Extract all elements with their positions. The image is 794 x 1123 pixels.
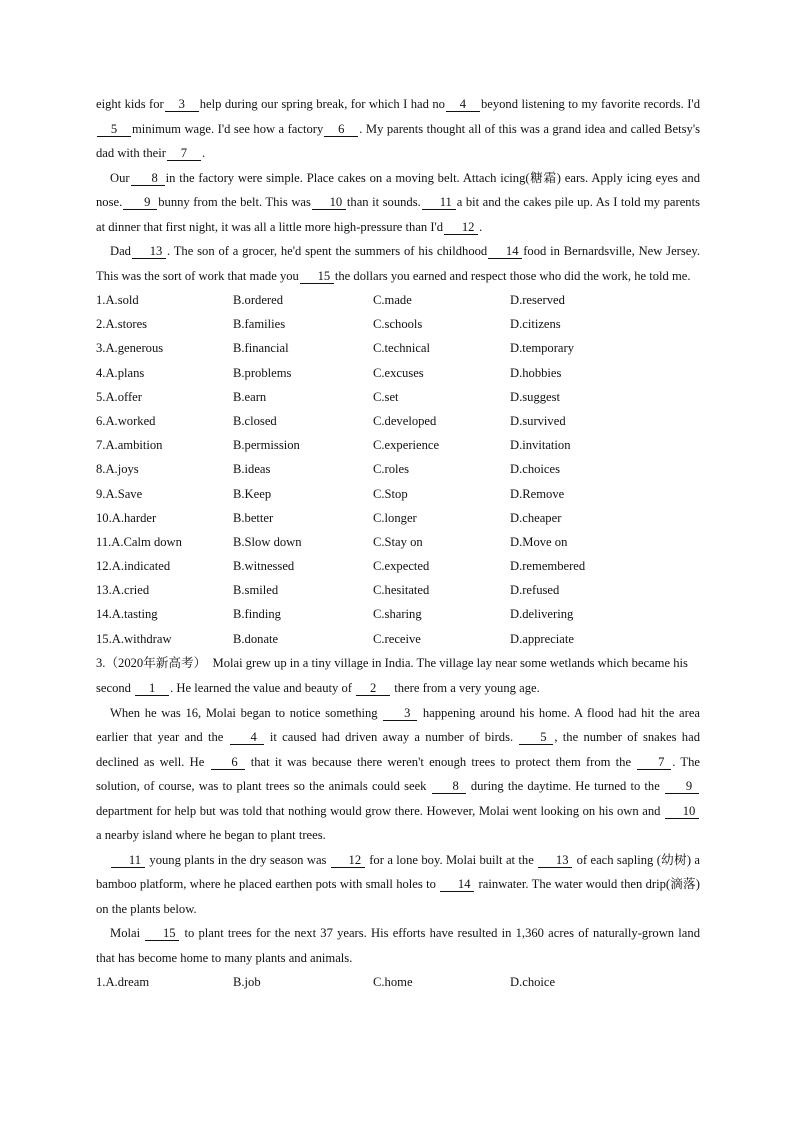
text-run: department for help but was told that nothing would grow there. However, Molai went looking on his own and [96, 803, 664, 818]
text-run: there from a very young age. [391, 680, 540, 695]
option-c[interactable]: C.Stop [373, 486, 408, 501]
option-row [96, 457, 700, 481]
option-a[interactable]: 3.A.generous [96, 341, 164, 356]
blank-14: 14 [488, 245, 522, 259]
option-d[interactable]: D.Move on [510, 534, 568, 549]
text-run: help during our spring break, for which I had no [199, 97, 445, 111]
option-a[interactable]: 1.A.dream [96, 975, 150, 990]
option-b[interactable]: B.problems [233, 365, 292, 380]
option-b[interactable]: B.better [233, 510, 274, 525]
option-b[interactable]: B.finding [233, 607, 281, 622]
text-run: . My parents thought all of this was a grand idea and called Betsy's dad with their [96, 121, 700, 160]
text-run: that it was because there weren't enough trees to protect them from the [245, 754, 637, 769]
option-row [96, 361, 700, 385]
passage3-options [96, 970, 700, 994]
option-a[interactable]: 12.A.indicated [96, 559, 171, 574]
option-b[interactable]: B.job [233, 975, 261, 990]
option-row [96, 385, 700, 409]
passage2-paragraph-2 [96, 166, 700, 240]
passage2-options [96, 288, 700, 651]
option-a[interactable]: 2.A.stores [96, 317, 148, 332]
text-run: . [201, 146, 206, 160]
option-a[interactable]: 11.A.Calm down [96, 534, 182, 549]
text-run: during the daytime. He turned to the [466, 779, 664, 794]
blank-4: 4 [446, 98, 480, 112]
blank-14: 14 [440, 878, 474, 892]
option-a[interactable]: 4.A.plans [96, 365, 145, 380]
option-b[interactable]: B.smiled [233, 583, 279, 598]
blank-11: 11 [111, 854, 145, 868]
blank-12: 12 [444, 221, 478, 235]
option-d[interactable]: D.hobbies [510, 365, 562, 380]
option-b[interactable]: B.closed [233, 413, 277, 428]
blank-9: 9 [123, 196, 157, 210]
option-a[interactable]: 14.A.tasting [96, 607, 158, 622]
option-a[interactable]: 10.A.harder [96, 510, 157, 525]
text-run: , the number of snakes had declined as well. He [96, 730, 700, 769]
option-c[interactable]: C.roles [373, 462, 410, 477]
blank-10: 10 [665, 805, 699, 819]
option-b[interactable]: B.families [233, 317, 286, 332]
blank-6: 6 [324, 123, 358, 137]
option-c[interactable]: C.sharing [373, 607, 422, 622]
option-d[interactable]: D.citizens [510, 317, 561, 332]
option-row [96, 554, 700, 578]
passage2-paragraph-1 [96, 92, 700, 166]
option-a[interactable]: 1.A.sold [96, 293, 139, 307]
option-row [96, 433, 700, 457]
option-c[interactable]: C.developed [373, 413, 437, 428]
option-c[interactable]: C.experience [373, 438, 440, 453]
text-run: in the factory were simple. Place cakes on a moving belt. Attach icing(糖霜) ears. Apply icing eyes and nose. [96, 170, 700, 209]
passage3-paragraph-2 [96, 701, 700, 848]
blank-6: 6 [211, 756, 245, 770]
option-c[interactable]: C.receive [373, 631, 421, 646]
option-b[interactable]: B.earn [233, 389, 267, 404]
text-run: than it sounds. [346, 195, 421, 209]
text-run: . He learned the value and beauty of [170, 680, 356, 695]
option-row [96, 627, 700, 651]
option-row [96, 312, 700, 336]
text-run: happening around his home. A flood had hit the area earlier that year and the [96, 705, 700, 745]
blank-15: 15 [300, 270, 334, 284]
text-run: . The son of a grocer, he'd spent the summers of his childhood [166, 244, 488, 258]
text-run: young plants in the dry season was [146, 852, 330, 867]
text-run: bunny from the belt. This was [158, 195, 311, 209]
option-d[interactable]: D.suggest [510, 389, 561, 404]
option-row [96, 288, 700, 312]
option-c[interactable]: C.longer [373, 510, 417, 525]
blank-1: 1 [135, 682, 169, 696]
blank-5: 5 [97, 123, 131, 137]
option-c[interactable]: C.home [373, 975, 413, 990]
passage3-paragraph-4 [96, 921, 700, 970]
option-c[interactable]: C.made [373, 293, 412, 307]
option-c[interactable]: C.schools [373, 317, 423, 332]
option-a[interactable]: 6.A.worked [96, 413, 156, 428]
blank-3: 3 [165, 98, 199, 112]
option-row [96, 336, 700, 360]
text-run: Molai [110, 926, 145, 941]
option-c[interactable]: C.set [373, 389, 399, 404]
text-run: to plant trees for the next 37 years. His efforts have resulted in 1,360 acres of naturally-grown land that has become home to many plants and animals. [96, 926, 700, 965]
option-d[interactable]: D.invitation [510, 438, 571, 453]
blank-12: 12 [331, 854, 365, 868]
passage3-paragraph-3 [96, 848, 700, 922]
option-b[interactable]: B.Keep [233, 486, 272, 501]
text-run: beyond listening to my favorite records. I'd [480, 97, 700, 111]
option-row [96, 578, 700, 602]
option-a[interactable]: 7.A.ambition [96, 438, 163, 453]
option-d[interactable]: D.remembered [510, 559, 586, 574]
option-b[interactable]: B.donate [233, 631, 279, 646]
blank-9: 9 [665, 780, 699, 794]
text-run: of each sapling (幼树) a bamboo platform, where he placed earthen pots with small holes to [96, 852, 700, 892]
option-c[interactable]: C.technical [373, 341, 430, 356]
option-d[interactable]: D.choices [510, 462, 561, 477]
blank-13: 13 [132, 245, 166, 259]
text-run: eight kids for [96, 97, 164, 111]
option-row [96, 482, 700, 506]
option-d[interactable]: D.appreciate [510, 631, 574, 646]
blank-7: 7 [637, 756, 671, 770]
text-run: for a lone boy. Molai built at the [365, 852, 538, 867]
blank-8: 8 [131, 172, 165, 186]
blank-7: 7 [167, 147, 201, 161]
option-c[interactable]: C.hesitated [373, 583, 430, 598]
option-a[interactable]: 15.A.withdraw [96, 631, 172, 646]
blank-8: 8 [432, 780, 466, 794]
option-row [96, 530, 700, 554]
blank-3: 3 [383, 707, 417, 721]
option-b[interactable]: B.ordered [233, 293, 284, 307]
text-run: Dad [110, 244, 131, 258]
passage2-paragraph-3 [96, 239, 700, 288]
text-run: it caused had driven away a number of birds. [264, 730, 519, 745]
question-source-heading: 3.（2020年新高考） [96, 655, 207, 670]
option-b[interactable]: B.financial [233, 341, 289, 356]
text-run: . [479, 219, 483, 234]
blank-11: 11 [422, 196, 456, 210]
option-b[interactable]: B.ideas [233, 462, 271, 477]
option-a[interactable]: 5.A.offer [96, 389, 142, 404]
passage3-paragraph-1 [96, 651, 700, 701]
option-d[interactable]: D.survived [510, 413, 566, 428]
text-run: a bit and the cakes pile up. As I told my parents at dinner that first night, it was all a little more high-pressure than I'd [96, 195, 700, 234]
blank-10: 10 [312, 196, 346, 210]
text-run: a nearby island where he began to plant trees. [96, 828, 326, 843]
blank-5: 5 [519, 731, 553, 745]
option-b[interactable]: B.permission [233, 438, 300, 453]
option-d[interactable]: D.temporary [510, 341, 574, 356]
blank-4: 4 [230, 731, 264, 745]
option-d[interactable]: D.cheaper [510, 510, 562, 525]
text-run: minimum wage. I'd see how a factory [132, 121, 324, 136]
option-row [96, 409, 700, 433]
option-b[interactable]: B.Slow down [233, 534, 302, 549]
option-c[interactable]: C.expected [373, 559, 430, 574]
option-d[interactable]: D.refused [510, 583, 560, 598]
option-b[interactable]: B.witnessed [233, 559, 295, 574]
option-a[interactable]: 9.A.Save [96, 486, 143, 501]
document-page [96, 92, 700, 995]
option-d[interactable]: D.delivering [510, 607, 574, 622]
option-d[interactable]: D.choice [510, 975, 556, 990]
blank-2: 2 [356, 682, 390, 696]
text-run: the dollars you earned and respect those who did the work, he told me. [334, 268, 691, 283]
text-run: When he was 16, Molai began to notice something [110, 705, 383, 720]
blank-13: 13 [538, 854, 572, 868]
text-run: . The solution, of course, was to plant trees so the animals could seek [96, 754, 700, 794]
text-run: rainwater. The water would then drip(滴落) on the plants below. [96, 877, 700, 916]
option-a[interactable]: 13.A.cried [96, 583, 150, 598]
option-row [96, 506, 700, 530]
text-run: food in Bernardsville, New Jersey. This was the sort of work that made you [96, 244, 700, 283]
option-d[interactable]: D.reserved [510, 293, 565, 307]
option-d[interactable]: D.Remove [510, 486, 565, 501]
blank-15: 15 [145, 927, 179, 941]
text-run: Molai grew up in a tiny village in India. The village lay near some wetlands which became his second [96, 655, 688, 695]
option-c[interactable]: C.Stay on [373, 534, 423, 549]
text-run: Our [110, 170, 130, 185]
option-row [96, 602, 700, 626]
option-c[interactable]: C.excuses [373, 365, 424, 380]
option-row [96, 970, 700, 994]
option-a[interactable]: 8.A.joys [96, 462, 139, 477]
